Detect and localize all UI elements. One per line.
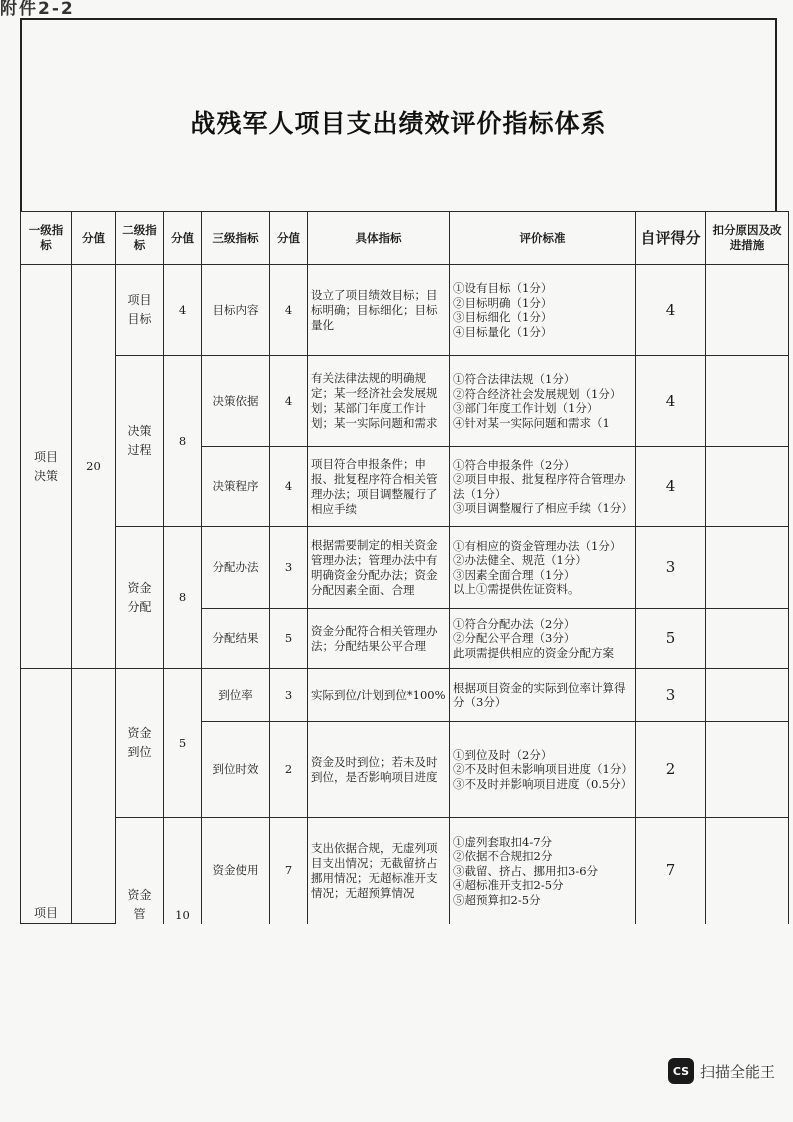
- level1-name: 项目决策: [21, 265, 72, 669]
- header-score1: 分值: [72, 212, 116, 265]
- scanner-name: 扫描全能王: [699, 1062, 775, 1081]
- criteria-line: ②不及时但未影响项目进度（1分）: [453, 762, 633, 777]
- specific-indicator: 实际到位/计划到位*100%: [308, 669, 450, 722]
- criteria-line: 此项需提供相应的资金分配方案: [453, 645, 614, 660]
- level1-name: 项目: [21, 669, 72, 924]
- self-score: 3: [636, 527, 706, 609]
- criteria-line: ①到位及时（2分）: [453, 747, 553, 762]
- criteria-cell: [450, 669, 636, 722]
- criteria-line: ③不及时并影响项目进度（0.5分）: [453, 776, 633, 791]
- level2-name: 资金管: [116, 818, 164, 924]
- header-row: [21, 212, 789, 265]
- level3-score: 3: [270, 527, 308, 609]
- deduction-cell: [706, 609, 789, 669]
- table-row: [21, 818, 789, 924]
- criteria-line: 根据项目资金的实际到位率计算得分（3分）: [453, 680, 626, 709]
- level2-name: 项目目标: [116, 265, 164, 356]
- criteria-cell: [450, 447, 636, 527]
- criteria-line: ①虚列套取扣4-7分: [453, 834, 553, 849]
- level3-name: 分配结果: [202, 609, 270, 669]
- scanner-logo-icon: CS: [668, 1058, 694, 1084]
- attachment-label: 附件2-2: [0, 0, 75, 19]
- specific-indicator: 项目符合申报条件；申报、批复程序符合相关管理办法；项目调整履行了相应手续: [308, 447, 450, 527]
- criteria-cell: [450, 818, 636, 924]
- header-specific: 具体指标: [308, 212, 450, 265]
- deduction-cell: [706, 669, 789, 722]
- deduction-cell: [706, 818, 789, 924]
- level3-score: 4: [270, 447, 308, 527]
- specific-indicator: 资金分配符合相关管理办法；分配结果公平合理: [308, 609, 450, 669]
- table-row: [21, 527, 789, 609]
- self-score: 7: [636, 818, 706, 924]
- level3-name: 决策程序: [202, 447, 270, 527]
- level3-score: 7: [270, 818, 308, 924]
- criteria-line: ④目标量化（1分）: [453, 324, 553, 339]
- specific-indicator: 支出依据合规，无虚列项目支出情况；无截留挤占挪用情况；无超标准开支情况；无超预算情况: [308, 818, 450, 924]
- criteria-line: ③部门年度工作计划（1分）: [453, 401, 599, 415]
- criteria-cell: [450, 356, 636, 447]
- header-score3: 分值: [270, 212, 308, 265]
- criteria-line: ②分配公平合理（3分）: [453, 631, 576, 646]
- level3-name: 决策依据: [202, 356, 270, 447]
- level2-score: 4: [164, 265, 202, 356]
- criteria-line: ①符合法律法规（1分）: [453, 372, 576, 386]
- page-title: 战残军人项目支出绩效评价指标体系: [190, 109, 607, 138]
- criteria-line: ②符合经济社会发展规划（1分）: [453, 386, 622, 401]
- level3-name: 目标内容: [202, 265, 270, 356]
- criteria-line: ④针对某一实际问题和需求（1: [453, 415, 610, 430]
- level2-name: 资金分配: [116, 527, 164, 669]
- self-score: 4: [636, 356, 706, 447]
- deduction-cell: [706, 356, 789, 447]
- table-row: [21, 356, 789, 447]
- level2-score: 10: [164, 818, 202, 924]
- criteria-line: ①符合分配办法（2分）: [453, 616, 576, 631]
- level2-score: 8: [164, 527, 202, 669]
- criteria-line: ④超标准开支扣2-5分: [453, 878, 564, 892]
- criteria-line: ③目标细化（1分）: [453, 310, 553, 324]
- table-row: [21, 669, 789, 722]
- scanner-watermark: [668, 1058, 775, 1084]
- header-criteria: 评价标准: [450, 212, 636, 265]
- criteria-line: 以上①需提供佐证资料。: [453, 582, 580, 596]
- criteria-line: ②项目申报、批复程序符合管理办法（1分）: [453, 472, 626, 501]
- level3-score: 4: [270, 265, 308, 356]
- level3-name: 分配办法: [202, 527, 270, 609]
- criteria-line: ②依据不合规扣2分: [453, 849, 553, 863]
- level2-score: 8: [164, 356, 202, 527]
- self-score: 2: [636, 722, 706, 818]
- header-score2: 分值: [164, 212, 202, 265]
- level2-name: 资金到位: [116, 669, 164, 818]
- level1-score: [72, 669, 116, 924]
- specific-indicator: 根据需要制定的相关资金管理办法；管理办法中有明确资金分配办法；资金分配因素全面、合理: [308, 527, 450, 609]
- level1-score: 20: [72, 265, 116, 669]
- header-level3: 三级指标: [202, 212, 270, 265]
- header-level1: 一级指标: [21, 212, 72, 265]
- header-level2: 二级指标: [116, 212, 164, 265]
- header-deduction: 扣分原因及改进措施: [706, 212, 789, 265]
- level2-name: 决策过程: [116, 356, 164, 527]
- criteria-line: ②目标明确（1分）: [453, 295, 553, 310]
- table-row: [21, 265, 789, 356]
- deduction-cell: [706, 265, 789, 356]
- criteria-line: ①符合申报条件（2分）: [453, 457, 576, 472]
- criteria-cell: [450, 609, 636, 669]
- level3-name: 资金使用: [202, 818, 270, 924]
- criteria-cell: [450, 527, 636, 609]
- self-score: 4: [636, 265, 706, 356]
- deduction-cell: [706, 722, 789, 818]
- level2-score: 5: [164, 669, 202, 818]
- criteria-cell: [450, 722, 636, 818]
- specific-indicator: 资金及时到位；若未及时到位，是否影响项目进度: [308, 722, 450, 818]
- criteria-line: ③项目调整履行了相应手续（1分）: [453, 501, 633, 515]
- specific-indicator: 设立了项目绩效目标；目标明确；目标细化；目标量化: [308, 265, 450, 356]
- criteria-line: ①有相应的资金管理办法（1分）: [453, 538, 622, 553]
- specific-indicator: 有关法律法规的明确规定；某一经济社会发展规划；某部门年度工作计划；某一实际问题和需求: [308, 356, 450, 447]
- criteria-cell: [450, 265, 636, 356]
- level3-name: 到位率: [202, 669, 270, 722]
- level3-score: 3: [270, 669, 308, 722]
- criteria-line: ③截留、挤占、挪用扣3-6分: [453, 863, 599, 878]
- deduction-cell: [706, 527, 789, 609]
- criteria-line: ③因素全面合理（1分）: [453, 567, 576, 582]
- criteria-line: ①设有目标（1分）: [453, 281, 553, 295]
- self-score: 3: [636, 669, 706, 722]
- header-self-score: 自评得分: [636, 212, 706, 265]
- self-score: 5: [636, 609, 706, 669]
- self-score: 4: [636, 447, 706, 527]
- criteria-line: ⑤超预算扣2-5分: [453, 892, 541, 907]
- level3-score: 2: [270, 722, 308, 818]
- level3-name: 到位时效: [202, 722, 270, 818]
- indicator-table: [20, 211, 789, 924]
- level3-score: 4: [270, 356, 308, 447]
- deduction-cell: [706, 447, 789, 527]
- criteria-line: ②办法健全、规范（1分）: [453, 553, 587, 567]
- level3-score: 5: [270, 609, 308, 669]
